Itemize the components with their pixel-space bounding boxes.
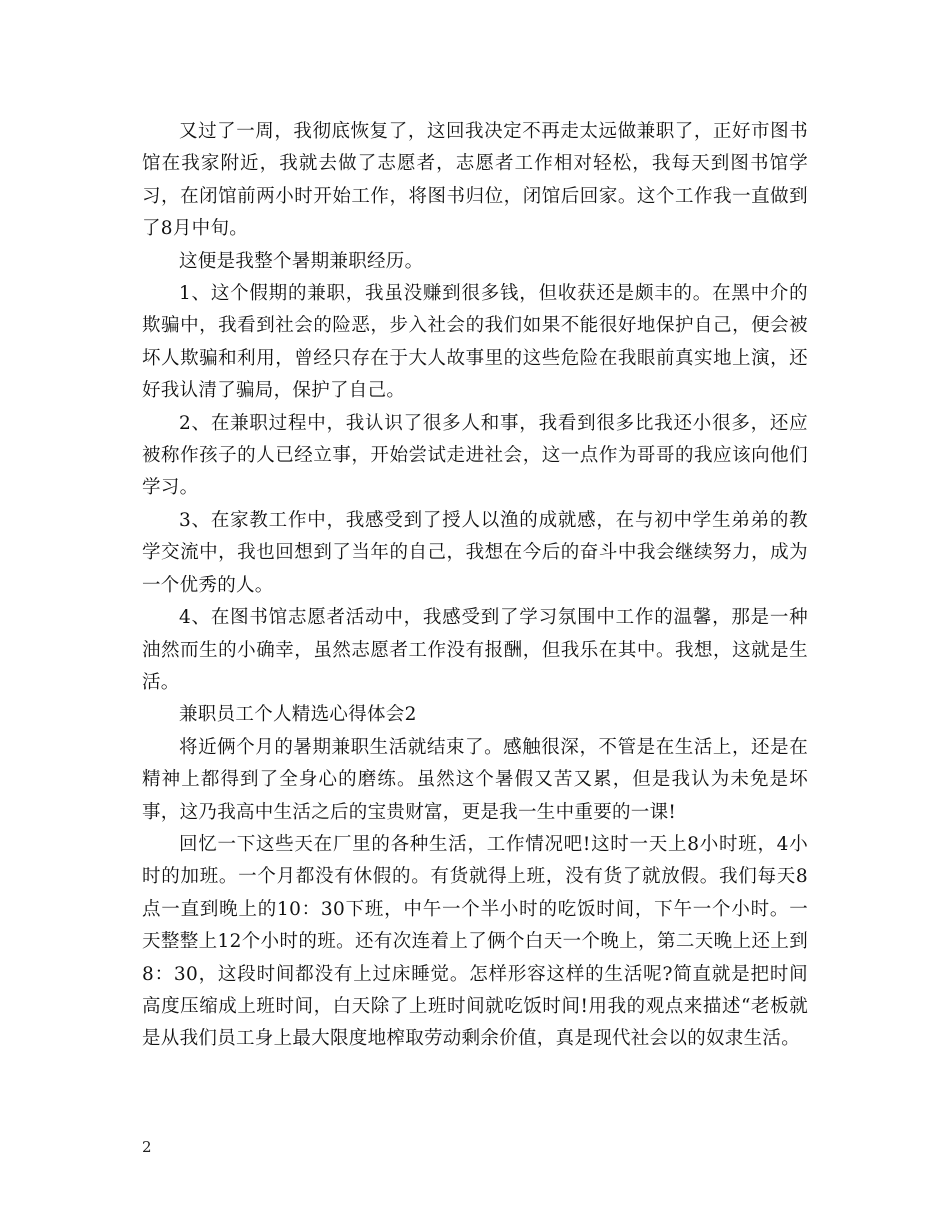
paragraph: 4、在图书馆志愿者活动中，我感受到了学习氛围中工作的温馨，那是一种油然而生的小确幸，虽然志愿者工作没有报酬，但我乐在其中。我想，这就是生活。 <box>142 607 808 693</box>
paragraph: 2、在兼职过程中，我认识了很多人和事，我看到很多比我还小很多，还应被称作孩子的人已经立事，开始尝试走进社会，这一点作为哥哥的我应该向他们学习。 <box>142 412 808 499</box>
document-body <box>142 116 808 1056</box>
paragraph: 回忆一下这些天在厂里的各种生活，工作情况吧!这时一天上8小时班，4小时的加班。一个月都没有休假的。有货就得上班，没有货了就放假。我们每天8点一直到晚上的10：30下班，中午一个半小时的吃饭时间，下午一个小时。一天整整上12个小时的班。还有次连着上了俩个白天一个晚上，第二天晚上还上到8：30，这段时间都没有上过床睡觉。怎样形容这样的生活呢?简直就是把时间高度压缩成上班时间，白天除了上班时间就吃饭时间!用我的观点来描述“老板就是从我们员工身上最大限度地榨取劳动剩余价值，真是现代社会以的奴隶生活。 <box>142 833 808 1050</box>
section-heading: 兼职员工个人精选心得体会2 <box>179 704 417 726</box>
paragraph: 将近俩个月的暑期兼职生活就结束了。感触很深，不管是在生活上，还是在精神上都得到了全身心的磨练。虽然这个暑假又苦又累，但是我认为未免是坏事，这乃我高中生活之后的宝贵财富，更是我一生中重要的一课! <box>142 736 808 823</box>
paragraph: 又过了一周，我彻底恢复了，这回我决定不再走太远做兼职了，正好市图书馆在我家附近，我就去做了志愿者，志愿者工作相对轻松，我每天到图书馆学习，在闭馆前两小时开始工作，将图书归位，闭馆后回家。这个工作我一直做到了8月中旬。 <box>142 121 808 240</box>
paragraph: 3、在家教工作中，我感受到了授人以渔的成就感，在与初中学生弟弟的教学交流中，我也回想到了当年的自己，我想在今后的奋斗中我会继续努力，成为一个优秀的人。 <box>142 509 808 596</box>
page-number: 2 <box>142 1138 152 1156</box>
paragraph: 这便是我整个暑期兼职经历。 <box>179 250 424 272</box>
paragraph: 1、这个假期的兼职，我虽没赚到很多钱，但收获还是颇丰的。在黑中介的欺骗中，我看到社会的险恶，步入社会的我们如果不能很好地保护自己，便会被坏人欺骗和利用，曾经只存在于大人故事里的这些危险在我眼前真实地上演，还好我认清了骗局，保护了自己。 <box>142 283 808 402</box>
